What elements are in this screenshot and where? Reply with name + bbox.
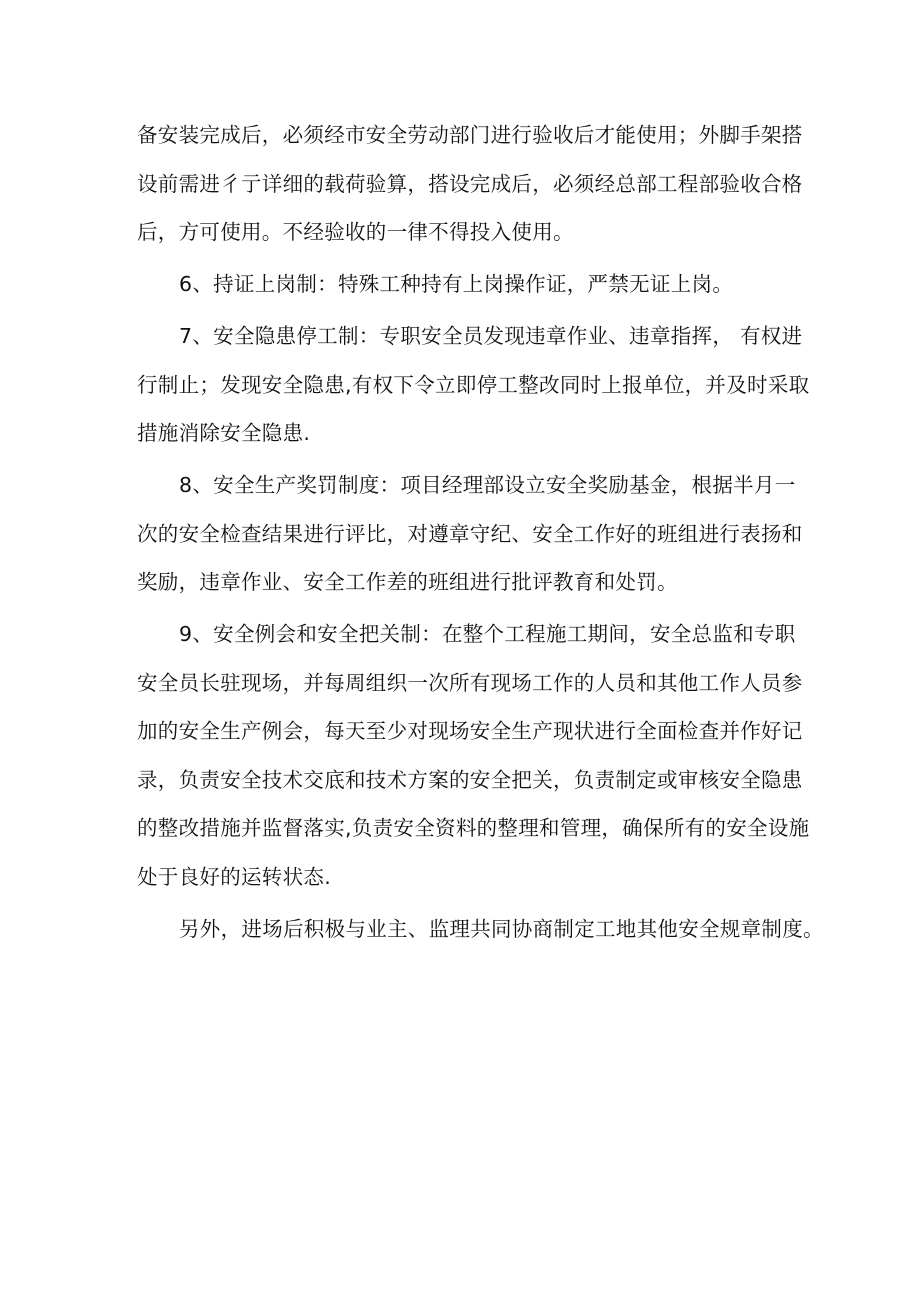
text-line: 录，负责安全技术交底和技术方案的安全把关，负责制定或审核安全隐患 [137, 767, 803, 792]
text-line: 备安装完成后，必须经市安全劳动部门进行验收后才能使用；外脚手架搭 [137, 123, 803, 147]
text-line: 处于良好的运转状态. [137, 864, 332, 889]
text-line: 加的安全生产例会，每天至少对现场安全生产现状进行全面检查并作好记 [137, 719, 803, 743]
text-line: 次的安全检查结果进行评比，对遵章守纪、安全工作好的班组进行表扬和 [137, 521, 803, 546]
text-line: 另外，进场后积极与业主、监理共同协商制定工地其他安全规章制度。 [179, 916, 824, 941]
paragraph-closing [137, 905, 824, 954]
text-line: 奖励，违章作业、安全工作差的班组进行批评教育和处罚。 [137, 570, 678, 594]
paragraph-continuation [137, 111, 820, 257]
paragraph-item-9 [137, 610, 820, 901]
text-line: 设前需进彳亍详细的载荷验算，搭设完成后，必须经总部工程部验收合格 [137, 171, 803, 196]
text-line: 后，方可使用。不经验收的一律不得投入使用。 [137, 220, 574, 244]
paragraph-item-7 [137, 312, 820, 458]
paragraph-item-8 [137, 461, 820, 607]
text-line: 7、安全隐患停工制：专职安全员发现违章作业、违章指挥， 有权进 [179, 324, 803, 348]
text-line: 措施消除安全隐患. [137, 421, 311, 445]
text-line: 8、安全生产奖罚制度：项目经理部设立安全奖励基金，根据半月一 [179, 473, 796, 497]
paragraph-item-6 [137, 260, 820, 309]
text-line: 6、持证上岗制：特殊工种持有上岗操作证，严禁无证上岗。 [179, 272, 734, 296]
text-line: 9、安全例会和安全把关制：在整个工程施工期间，安全总监和专职 [179, 622, 796, 646]
text-line: 的整改措施并监督落实,负责安全资料的整理和管理，确保所有的安全设施 [137, 816, 810, 840]
text-line: 行制止；发现安全隐患,有权下令立即停工整改同时上报单位，并及时采取 [137, 372, 810, 397]
text-line: 安全员长驻现场，并每周组织一次所有现场工作的人员和其他工作人员参 [137, 670, 803, 695]
